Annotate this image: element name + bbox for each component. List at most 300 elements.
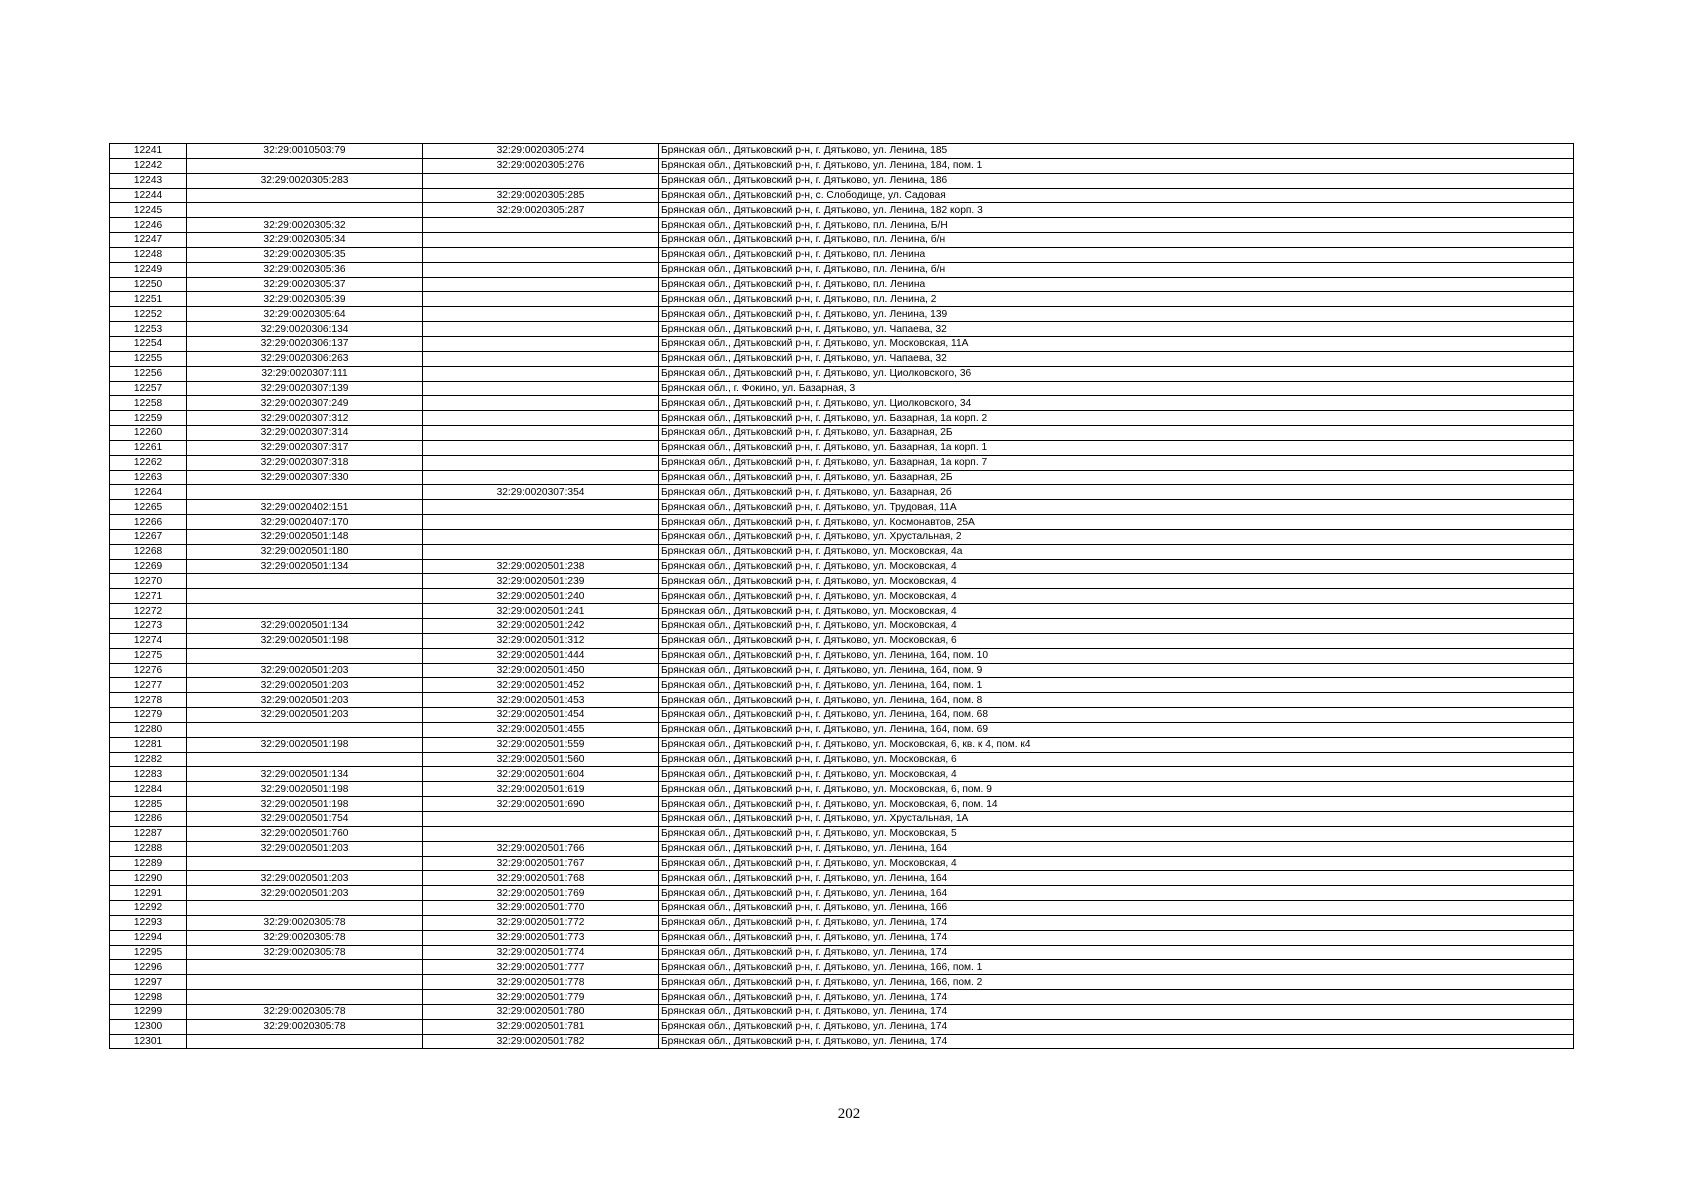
table-row	[110, 218, 1574, 233]
cadastral-number-cell	[423, 544, 659, 559]
cadastral-number-cell: 32:29:0020501:559	[423, 737, 659, 752]
cadastral-number-cell: 32:29:0020501:778	[423, 975, 659, 990]
address-cell: Брянская обл., Дятьковский р-н, г. Дятьково, ул. Ленина, 174	[659, 1004, 1574, 1019]
address-cell: Брянская обл., Дятьковский р-н, г. Дятьково, ул. Ленина, 174	[659, 930, 1574, 945]
row-number-cell: 12272	[110, 604, 187, 619]
cadastral-number-cell: 32:29:0020501:560	[423, 752, 659, 767]
row-number-cell: 12255	[110, 351, 187, 366]
cadastral-number-cell: 32:29:0020501:604	[423, 767, 659, 782]
address-cell: Брянская обл., Дятьковский р-н, г. Дятьково, ул. Ленина, 186	[659, 173, 1574, 188]
address-cell: Брянская обл., Дятьковский р-н, г. Дятьково, ул. Московская, 6, пом. 14	[659, 797, 1574, 812]
address-cell: Брянская обл., Дятьковский р-н, г. Дятьково, ул. Циолковского, 36	[659, 366, 1574, 381]
previous-cadastral-number-cell: 32:29:0020501:203	[187, 708, 423, 723]
row-number-cell: 12248	[110, 247, 187, 262]
row-number-cell: 12253	[110, 322, 187, 337]
cadastral-number-cell: 32:29:0020501:767	[423, 856, 659, 871]
row-number-cell: 12256	[110, 366, 187, 381]
row-number-cell: 12286	[110, 811, 187, 826]
table-row	[110, 767, 1574, 782]
table-row	[110, 500, 1574, 515]
cadastral-number-cell	[423, 351, 659, 366]
row-number-cell: 12276	[110, 663, 187, 678]
table-row	[110, 336, 1574, 351]
previous-cadastral-number-cell: 32:29:0020501:134	[187, 767, 423, 782]
row-number-cell: 12273	[110, 619, 187, 634]
row-number-cell: 12290	[110, 871, 187, 886]
row-number-cell: 12244	[110, 188, 187, 203]
cadastral-number-cell: 32:29:0020501:770	[423, 901, 659, 916]
row-number-cell: 12261	[110, 440, 187, 455]
row-number-cell: 12275	[110, 648, 187, 663]
previous-cadastral-number-cell	[187, 188, 423, 203]
table-row	[110, 945, 1574, 960]
table-row	[110, 203, 1574, 218]
table-row	[110, 470, 1574, 485]
table-row	[110, 144, 1574, 159]
address-cell: Брянская обл., Дятьковский р-н, г. Дятьково, ул. Московская, 4	[659, 604, 1574, 619]
page-number: 202	[837, 1106, 861, 1122]
cadastral-table	[109, 143, 1574, 1049]
address-cell: Брянская обл., Дятьковский р-н, г. Дятьково, ул. Московская, 11А	[659, 336, 1574, 351]
cadastral-number-cell: 32:29:0020501:772	[423, 915, 659, 930]
table-row	[110, 619, 1574, 634]
address-cell: Брянская обл., Дятьковский р-н, г. Дятьково, ул. Ленина, 139	[659, 307, 1574, 322]
cadastral-number-cell	[423, 500, 659, 515]
cadastral-number-cell: 32:29:0020501:779	[423, 990, 659, 1005]
row-number-cell: 12243	[110, 173, 187, 188]
cadastral-table-body	[110, 144, 1574, 1049]
previous-cadastral-number-cell: 32:29:0020501:754	[187, 811, 423, 826]
cadastral-number-cell: 32:29:0020501:239	[423, 574, 659, 589]
previous-cadastral-number-cell	[187, 901, 423, 916]
table-row	[110, 351, 1574, 366]
row-number-cell: 12260	[110, 426, 187, 441]
table-row	[110, 574, 1574, 589]
previous-cadastral-number-cell: 32:29:0020307:249	[187, 396, 423, 411]
address-cell: Брянская обл., Дятьковский р-н, г. Дятьково, ул. Московская, 6, пом. 9	[659, 782, 1574, 797]
address-cell: Брянская обл., Дятьковский р-н, г. Дятьково, ул. Ленина, 174	[659, 990, 1574, 1005]
table-row	[110, 811, 1574, 826]
address-cell: Брянская обл., Дятьковский р-н, г. Дятьково, пл. Ленина, 2	[659, 292, 1574, 307]
previous-cadastral-number-cell	[187, 589, 423, 604]
address-cell: Брянская обл., Дятьковский р-н, г. Дятьково, ул. Ленина, 174	[659, 945, 1574, 960]
cadastral-number-cell	[423, 396, 659, 411]
previous-cadastral-number-cell: 32:29:0020501:203	[187, 693, 423, 708]
row-number-cell: 12278	[110, 693, 187, 708]
address-cell: Брянская обл., Дятьковский р-н, г. Дятьково, ул. Ленина, 164, пом. 68	[659, 708, 1574, 723]
row-number-cell: 12279	[110, 708, 187, 723]
row-number-cell: 12291	[110, 886, 187, 901]
cadastral-number-cell	[423, 411, 659, 426]
row-number-cell: 12259	[110, 411, 187, 426]
address-cell: Брянская обл., Дятьковский р-н, г. Дятьково, ул. Базарная, 1а корп. 1	[659, 440, 1574, 455]
row-number-cell: 12245	[110, 203, 187, 218]
address-cell: Брянская обл., Дятьковский р-н, г. Дятьково, ул. Базарная, 1а корп. 7	[659, 455, 1574, 470]
previous-cadastral-number-cell: 32:29:0020501:760	[187, 826, 423, 841]
table-row	[110, 752, 1574, 767]
cadastral-number-cell: 32:29:0020501:452	[423, 678, 659, 693]
address-cell: Брянская обл., Дятьковский р-н, г. Дятьково, ул. Базарная, 2Б	[659, 470, 1574, 485]
cadastral-number-cell	[423, 218, 659, 233]
previous-cadastral-number-cell: 32:29:0020305:64	[187, 307, 423, 322]
table-row	[110, 886, 1574, 901]
cadastral-number-cell: 32:29:0020501:312	[423, 633, 659, 648]
table-row	[110, 247, 1574, 262]
previous-cadastral-number-cell	[187, 158, 423, 173]
table-row	[110, 292, 1574, 307]
table-row	[110, 915, 1574, 930]
previous-cadastral-number-cell: 32:29:0020501:203	[187, 841, 423, 856]
table-row	[110, 604, 1574, 619]
table-row	[110, 901, 1574, 916]
previous-cadastral-number-cell: 32:29:0020305:78	[187, 915, 423, 930]
address-cell: Брянская обл., Дятьковский р-н, г. Дятьково, ул. Московская, 4	[659, 856, 1574, 871]
previous-cadastral-number-cell: 32:29:0020501:198	[187, 797, 423, 812]
previous-cadastral-number-cell: 32:29:0020501:198	[187, 782, 423, 797]
cadastral-number-cell	[423, 262, 659, 277]
row-number-cell: 12267	[110, 529, 187, 544]
row-number-cell: 12285	[110, 797, 187, 812]
table-row	[110, 559, 1574, 574]
cadastral-number-cell: 32:29:0020501:769	[423, 886, 659, 901]
row-number-cell: 12242	[110, 158, 187, 173]
cadastral-number-cell	[423, 336, 659, 351]
table-row	[110, 544, 1574, 559]
address-cell: Брянская обл., Дятьковский р-н, г. Дятьково, пл. Ленина, б/н	[659, 262, 1574, 277]
previous-cadastral-number-cell: 32:29:0020307:111	[187, 366, 423, 381]
previous-cadastral-number-cell: 32:29:0020307:312	[187, 411, 423, 426]
table-row	[110, 648, 1574, 663]
row-number-cell: 12254	[110, 336, 187, 351]
previous-cadastral-number-cell: 32:29:0020305:78	[187, 930, 423, 945]
previous-cadastral-number-cell	[187, 990, 423, 1005]
row-number-cell: 12293	[110, 915, 187, 930]
previous-cadastral-number-cell	[187, 648, 423, 663]
address-cell: Брянская обл., Дятьковский р-н, г. Дятьково, ул. Чапаева, 32	[659, 351, 1574, 366]
table-row	[110, 411, 1574, 426]
row-number-cell: 12292	[110, 901, 187, 916]
cadastral-number-cell: 32:29:0020501:240	[423, 589, 659, 604]
address-cell: Брянская обл., Дятьковский р-н, г. Дятьково, ул. Московская, 4	[659, 619, 1574, 634]
table-row	[110, 930, 1574, 945]
cadastral-number-cell: 32:29:0020501:454	[423, 708, 659, 723]
address-cell: Брянская обл., Дятьковский р-н, г. Дятьково, ул. Базарная, 1а корп. 2	[659, 411, 1574, 426]
row-number-cell: 12263	[110, 470, 187, 485]
row-number-cell: 12280	[110, 722, 187, 737]
cadastral-number-cell	[423, 381, 659, 396]
cadastral-number-cell: 32:29:0020501:768	[423, 871, 659, 886]
table-row	[110, 381, 1574, 396]
address-cell: Брянская обл., Дятьковский р-н, г. Дятьково, ул. Ленина, 164, пом. 9	[659, 663, 1574, 678]
cadastral-number-cell	[423, 233, 659, 248]
address-cell: Брянская обл., Дятьковский р-н, г. Дятьково, ул. Базарная, 2Б	[659, 426, 1574, 441]
previous-cadastral-number-cell	[187, 604, 423, 619]
row-number-cell: 12249	[110, 262, 187, 277]
cadastral-number-cell	[423, 366, 659, 381]
table-row	[110, 455, 1574, 470]
table-row	[110, 960, 1574, 975]
table-row	[110, 678, 1574, 693]
previous-cadastral-number-cell: 32:29:0020501:203	[187, 871, 423, 886]
address-cell: Брянская обл., Дятьковский р-н, г. Дятьково, ул. Московская, 4а	[659, 544, 1574, 559]
table-row	[110, 990, 1574, 1005]
table-row	[110, 1034, 1574, 1049]
row-number-cell: 12301	[110, 1034, 187, 1049]
previous-cadastral-number-cell: 32:29:0020305:283	[187, 173, 423, 188]
row-number-cell: 12271	[110, 589, 187, 604]
address-cell: Брянская обл., Дятьковский р-н, г. Дятьково, ул. Ленина, 166, пом. 1	[659, 960, 1574, 975]
table-row	[110, 826, 1574, 841]
table-row	[110, 663, 1574, 678]
cadastral-number-cell	[423, 426, 659, 441]
table-row	[110, 1004, 1574, 1019]
previous-cadastral-number-cell: 32:29:0020305:78	[187, 1019, 423, 1034]
row-number-cell: 12283	[110, 767, 187, 782]
previous-cadastral-number-cell	[187, 1034, 423, 1049]
row-number-cell: 12287	[110, 826, 187, 841]
previous-cadastral-number-cell: 32:29:0020306:137	[187, 336, 423, 351]
table-row	[110, 871, 1574, 886]
cadastral-number-cell	[423, 811, 659, 826]
cadastral-number-cell	[423, 307, 659, 322]
previous-cadastral-number-cell: 32:29:0020501:203	[187, 678, 423, 693]
cadastral-number-cell: 32:29:0020501:777	[423, 960, 659, 975]
previous-cadastral-number-cell	[187, 960, 423, 975]
address-cell: Брянская обл., г. Фокино, ул. Базарная, 3	[659, 381, 1574, 396]
table-row	[110, 722, 1574, 737]
previous-cadastral-number-cell: 32:29:0020501:180	[187, 544, 423, 559]
table-row	[110, 975, 1574, 990]
row-number-cell: 12284	[110, 782, 187, 797]
table-row	[110, 173, 1574, 188]
table-row	[110, 782, 1574, 797]
cadastral-number-cell: 32:29:0020501:766	[423, 841, 659, 856]
row-number-cell: 12277	[110, 678, 187, 693]
address-cell: Брянская обл., Дятьковский р-н, г. Дятьково, пл. Ленина	[659, 247, 1574, 262]
previous-cadastral-number-cell: 32:29:0020501:203	[187, 663, 423, 678]
address-cell: Брянская обл., Дятьковский р-н, г. Дятьково, ул. Ленина, 184, пом. 1	[659, 158, 1574, 173]
previous-cadastral-number-cell: 32:29:0020407:170	[187, 515, 423, 530]
address-cell: Брянская обл., Дятьковский р-н, г. Дятьково, ул. Московская, 6	[659, 752, 1574, 767]
previous-cadastral-number-cell: 32:29:0020305:78	[187, 945, 423, 960]
cadastral-number-cell: 32:29:0020501:455	[423, 722, 659, 737]
address-cell: Брянская обл., Дятьковский р-н, г. Дятьково, ул. Ленина, 164, пом. 69	[659, 722, 1574, 737]
table-row	[110, 262, 1574, 277]
address-cell: Брянская обл., Дятьковский р-н, г. Дятьково, ул. Ленина, 182 корп. 3	[659, 203, 1574, 218]
address-cell: Брянская обл., Дятьковский р-н, г. Дятьково, ул. Московская, 6, кв. к 4, пом. к4	[659, 737, 1574, 752]
table-row	[110, 188, 1574, 203]
address-cell: Брянская обл., Дятьковский р-н, г. Дятьково, ул. Московская, 4	[659, 767, 1574, 782]
table-row	[110, 366, 1574, 381]
cadastral-number-cell: 32:29:0020501:450	[423, 663, 659, 678]
address-cell: Брянская обл., Дятьковский р-н, г. Дятьково, ул. Циолковского, 34	[659, 396, 1574, 411]
row-number-cell: 12294	[110, 930, 187, 945]
row-number-cell: 12297	[110, 975, 187, 990]
row-number-cell: 12247	[110, 233, 187, 248]
cadastral-number-cell: 32:29:0020501:782	[423, 1034, 659, 1049]
previous-cadastral-number-cell: 32:29:0010503:79	[187, 144, 423, 159]
address-cell: Брянская обл., Дятьковский р-н, г. Дятьково, ул. Ленина, 166	[659, 901, 1574, 916]
address-cell: Брянская обл., Дятьковский р-н, г. Дятьково, ул. Московская, 4	[659, 589, 1574, 604]
previous-cadastral-number-cell: 32:29:0020501:148	[187, 529, 423, 544]
cadastral-number-cell: 32:29:0020501:774	[423, 945, 659, 960]
row-number-cell: 12289	[110, 856, 187, 871]
previous-cadastral-number-cell	[187, 856, 423, 871]
previous-cadastral-number-cell	[187, 574, 423, 589]
cadastral-number-cell	[423, 322, 659, 337]
row-number-cell: 12288	[110, 841, 187, 856]
cadastral-number-cell	[423, 173, 659, 188]
row-number-cell: 12262	[110, 455, 187, 470]
address-cell: Брянская обл., Дятьковский р-н, г. Дятьково, ул. Ленина, 164	[659, 841, 1574, 856]
row-number-cell: 12274	[110, 633, 187, 648]
address-cell: Брянская обл., Дятьковский р-н, г. Дятьково, ул. Московская, 4	[659, 559, 1574, 574]
previous-cadastral-number-cell	[187, 203, 423, 218]
address-cell: Брянская обл., Дятьковский р-н, г. Дятьково, ул. Ленина, 174	[659, 1034, 1574, 1049]
row-number-cell: 12252	[110, 307, 187, 322]
table-row	[110, 797, 1574, 812]
address-cell: Брянская обл., Дятьковский р-н, г. Дятьково, ул. Ленина, 166, пом. 2	[659, 975, 1574, 990]
row-number-cell: 12251	[110, 292, 187, 307]
row-number-cell: 12264	[110, 485, 187, 500]
cadastral-number-cell: 32:29:0020501:690	[423, 797, 659, 812]
previous-cadastral-number-cell	[187, 722, 423, 737]
table-row	[110, 737, 1574, 752]
previous-cadastral-number-cell: 32:29:0020305:78	[187, 1004, 423, 1019]
table-row	[110, 856, 1574, 871]
address-cell: Брянская обл., Дятьковский р-н, г. Дятьково, ул. Чапаева, 32	[659, 322, 1574, 337]
address-cell: Брянская обл., Дятьковский р-н, г. Дятьково, ул. Хрустальная, 2	[659, 529, 1574, 544]
address-cell: Брянская обл., Дятьковский р-н, г. Дятьково, ул. Ленина, 164, пом. 8	[659, 693, 1574, 708]
address-cell: Брянская обл., Дятьковский р-н, г. Дятьково, пл. Ленина	[659, 277, 1574, 292]
row-number-cell: 12295	[110, 945, 187, 960]
table-row	[110, 158, 1574, 173]
cadastral-number-cell: 32:29:0020501:773	[423, 930, 659, 945]
previous-cadastral-number-cell: 32:29:0020305:34	[187, 233, 423, 248]
previous-cadastral-number-cell: 32:29:0020501:134	[187, 559, 423, 574]
previous-cadastral-number-cell: 32:29:0020501:198	[187, 737, 423, 752]
row-number-cell: 12265	[110, 500, 187, 515]
row-number-cell: 12257	[110, 381, 187, 396]
address-cell: Брянская обл., Дятьковский р-н, г. Дятьково, ул. Ленина, 164, пом. 10	[659, 648, 1574, 663]
row-number-cell: 12298	[110, 990, 187, 1005]
previous-cadastral-number-cell: 32:29:0020305:36	[187, 262, 423, 277]
row-number-cell: 12270	[110, 574, 187, 589]
table-row	[110, 1019, 1574, 1034]
cadastral-number-cell: 32:29:0020501:453	[423, 693, 659, 708]
table-row	[110, 233, 1574, 248]
previous-cadastral-number-cell: 32:29:0020306:134	[187, 322, 423, 337]
cadastral-number-cell	[423, 470, 659, 485]
cadastral-number-cell	[423, 455, 659, 470]
cadastral-number-cell: 32:29:0020501:619	[423, 782, 659, 797]
previous-cadastral-number-cell: 32:29:0020501:134	[187, 619, 423, 634]
row-number-cell: 12299	[110, 1004, 187, 1019]
table-row	[110, 515, 1574, 530]
cadastral-number-cell: 32:29:0020501:238	[423, 559, 659, 574]
cadastral-number-cell: 32:29:0020501:241	[423, 604, 659, 619]
table-row	[110, 529, 1574, 544]
table-row	[110, 589, 1574, 604]
cadastral-number-cell: 32:29:0020501:444	[423, 648, 659, 663]
previous-cadastral-number-cell: 32:29:0020307:330	[187, 470, 423, 485]
table-row	[110, 708, 1574, 723]
row-number-cell: 12246	[110, 218, 187, 233]
address-cell: Брянская обл., Дятьковский р-н, г. Дятьково, ул. Московская, 4	[659, 574, 1574, 589]
cadastral-number-cell: 32:29:0020305:276	[423, 158, 659, 173]
table-row	[110, 633, 1574, 648]
previous-cadastral-number-cell: 32:29:0020305:39	[187, 292, 423, 307]
address-cell: Брянская обл., Дятьковский р-н, г. Дятьково, ул. Московская, 6	[659, 633, 1574, 648]
address-cell: Брянская обл., Дятьковский р-н, г. Дятьково, ул. Ленина, 164	[659, 886, 1574, 901]
table-row	[110, 693, 1574, 708]
cadastral-number-cell: 32:29:0020305:285	[423, 188, 659, 203]
address-cell: Брянская обл., Дятьковский р-н, г. Дятьково, ул. Космонавтов, 25А	[659, 515, 1574, 530]
address-cell: Брянская обл., Дятьковский р-н, г. Дятьково, ул. Ленина, 164, пом. 1	[659, 678, 1574, 693]
previous-cadastral-number-cell	[187, 975, 423, 990]
previous-cadastral-number-cell: 32:29:0020305:35	[187, 247, 423, 262]
address-cell: Брянская обл., Дятьковский р-н, г. Дятьково, ул. Ленина, 164	[659, 871, 1574, 886]
previous-cadastral-number-cell	[187, 485, 423, 500]
table-row	[110, 440, 1574, 455]
table-row	[110, 307, 1574, 322]
row-number-cell: 12281	[110, 737, 187, 752]
cadastral-number-cell	[423, 247, 659, 262]
address-cell: Брянская обл., Дятьковский р-н, г. Дятьково, ул. Базарная, 2б	[659, 485, 1574, 500]
address-cell: Брянская обл., Дятьковский р-н, г. Дятьково, ул. Трудовая, 11А	[659, 500, 1574, 515]
row-number-cell: 12241	[110, 144, 187, 159]
table-row	[110, 396, 1574, 411]
row-number-cell: 12258	[110, 396, 187, 411]
previous-cadastral-number-cell: 32:29:0020307:139	[187, 381, 423, 396]
table-row	[110, 426, 1574, 441]
cadastral-number-cell	[423, 529, 659, 544]
table-row	[110, 322, 1574, 337]
cadastral-number-cell	[423, 292, 659, 307]
previous-cadastral-number-cell: 32:29:0020307:314	[187, 426, 423, 441]
address-cell: Брянская обл., Дятьковский р-н, г. Дятьково, ул. Ленина, 174	[659, 915, 1574, 930]
address-cell: Брянская обл., Дятьковский р-н, г. Дятьково, ул. Ленина, 185	[659, 144, 1574, 159]
previous-cadastral-number-cell: 32:29:0020501:203	[187, 886, 423, 901]
cadastral-number-cell: 32:29:0020305:287	[423, 203, 659, 218]
table-row	[110, 277, 1574, 292]
cadastral-number-cell	[423, 515, 659, 530]
address-cell: Брянская обл., Дятьковский р-н, г. Дятьково, пл. Ленина, Б/Н	[659, 218, 1574, 233]
row-number-cell: 12300	[110, 1019, 187, 1034]
cadastral-number-cell: 32:29:0020501:781	[423, 1019, 659, 1034]
row-number-cell: 12250	[110, 277, 187, 292]
row-number-cell: 12266	[110, 515, 187, 530]
cadastral-number-cell: 32:29:0020305:274	[423, 144, 659, 159]
table-row	[110, 485, 1574, 500]
address-cell: Брянская обл., Дятьковский р-н, г. Дятьково, ул. Хрустальная, 1А	[659, 811, 1574, 826]
previous-cadastral-number-cell: 32:29:0020306:263	[187, 351, 423, 366]
row-number-cell: 12282	[110, 752, 187, 767]
cadastral-number-cell: 32:29:0020501:780	[423, 1004, 659, 1019]
row-number-cell: 12268	[110, 544, 187, 559]
address-cell: Брянская обл., Дятьковский р-н, г. Дятьково, ул. Московская, 5	[659, 826, 1574, 841]
cadastral-number-cell	[423, 277, 659, 292]
row-number-cell: 12296	[110, 960, 187, 975]
previous-cadastral-number-cell: 32:29:0020307:317	[187, 440, 423, 455]
row-number-cell: 12269	[110, 559, 187, 574]
previous-cadastral-number-cell: 32:29:0020501:198	[187, 633, 423, 648]
cadastral-number-cell: 32:29:0020307:354	[423, 485, 659, 500]
cadastral-number-cell	[423, 440, 659, 455]
previous-cadastral-number-cell: 32:29:0020305:37	[187, 277, 423, 292]
table-row	[110, 841, 1574, 856]
previous-cadastral-number-cell: 32:29:0020307:318	[187, 455, 423, 470]
